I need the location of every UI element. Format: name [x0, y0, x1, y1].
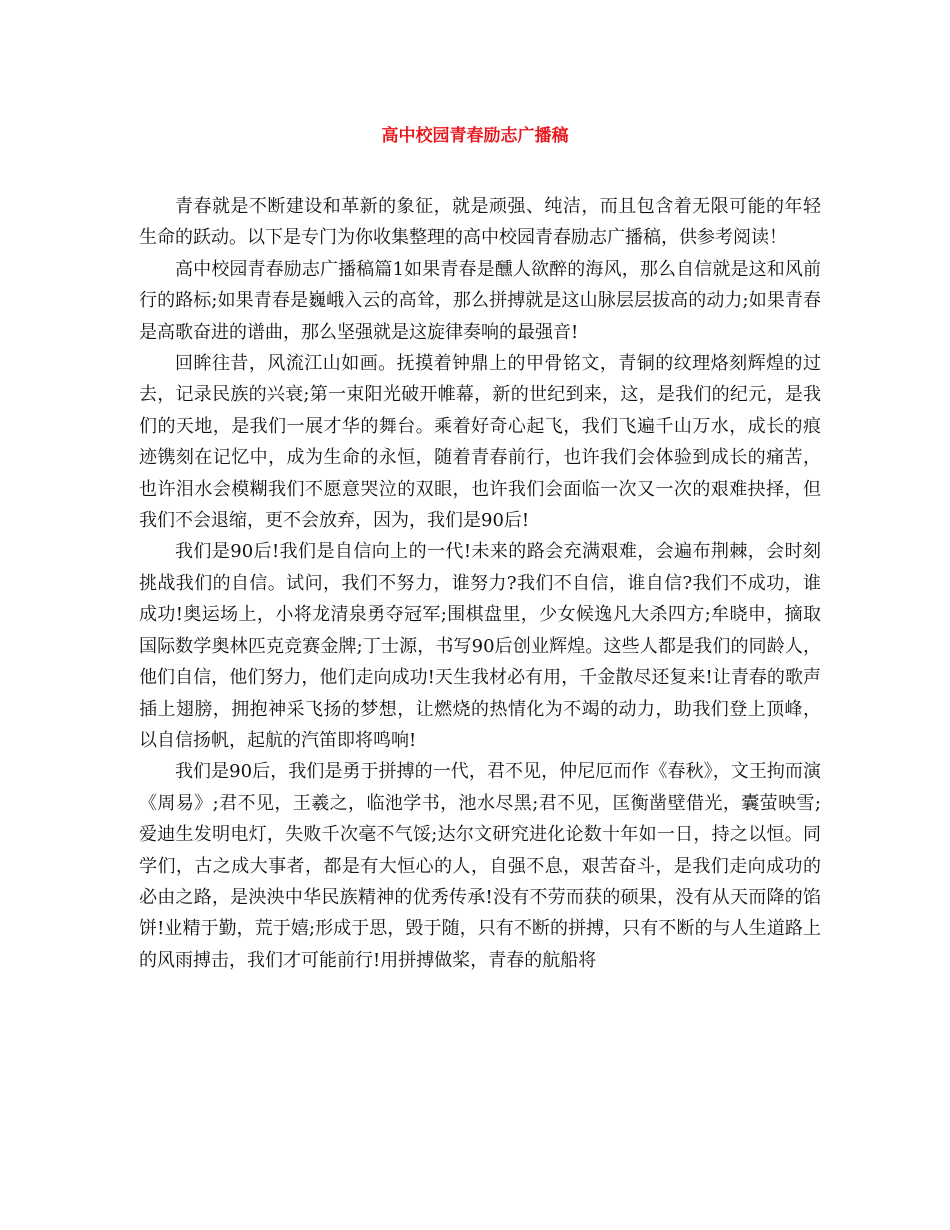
document-title: 高中校园青春励志广播稿 — [381, 126, 569, 146]
paragraph-2: 回眸往昔，风流江山如画。抚摸着钟鼎上的甲骨铭文，青铜的纹理烙刻辉煌的过去，记录民族的兴衰;第一束阳光破开帷幕，新的世纪到来，这，是我们的纪元，是我们的天地，是我们一展才华的舞台。乘着好奇心起飞，我们飞遍千山万水，成长的痕迹镌刻在记忆中，成为生命的永恒，随着青春前行，也许我们会体验到成长的痛苦，也许泪水会模糊我们不愿意哭泣的双眼，也许我们会面临一次又一次的艰难抉择，但我们不会退缩，更不会放弃，因为，我们是90后! — [139, 353, 821, 532]
paragraph-1: 高中校园青春励志广播稿篇1如果青春是醺人欲醉的海风，那么自信就是这和风前行的路标;如果青春是巍峨入云的高耸，那么拼搏就是这山脉层层拔高的动力;如果青春是高歌奋进的谱曲，那么坚强就是这旋律奏响的最强音! — [139, 258, 821, 343]
paragraph-intro: 青春就是不断建设和革新的象征，就是顽强、纯洁，而且包含着无限可能的年轻生命的跃动。以下是专门为你收集整理的高中校园青春励志广播稿，供参考阅读！ — [139, 196, 821, 249]
paragraph-4: 我们是90后，我们是勇于拼搏的一代，君不见，仲尼厄而作《春秋》，文王拘而演《周易》;君不见，王羲之，临池学书，池水尽黑;君不见，匡衡凿壁借光，囊萤映雪;爱迪生发明电灯，失败千次毫不气馁;达尔文研究进化论数十年如一日，持之以恒。同学们，古之成大事者，都是有大恒心的人，自强不息，艰苦奋斗，是我们走向成功的必由之路，是泱泱中华民族精神的优秀传承!没有不劳而获的硕果，没有从天而降的馅饼!业精于勤，荒于嬉;形成于思，毁于随，只有不断的拼搏，只有不断的与人生道路上的风雨搏击，我们才可能前行!用拼搏做桨，青春的航船将 — [139, 761, 821, 971]
document-body — [139, 191, 821, 976]
paragraph-3: 我们是90后!我们是自信向上的一代!未来的路会充满艰难，会遍布荆棘，会时刻挑战我们的自信。试问，我们不努力，谁努力?我们不自信，谁自信?我们不成功，谁成功!奥运场上，小将龙清泉勇夺冠军;围棋盘里，少女候逸凡大杀四方;牟晓申，摘取国际数学奥林匹克竞赛金牌;丁士源，书写90后创业辉煌。这些人都是我们的同龄人，他们自信，他们努力，他们走向成功!天生我材必有用，千金散尽还复来!让青春的歌声插上翅膀，拥抱神采飞扬的梦想，让燃烧的热情化为不竭的动力，助我们登上顶峰，以自信扬帆，起航的汽笛即将鸣响! — [139, 541, 821, 751]
